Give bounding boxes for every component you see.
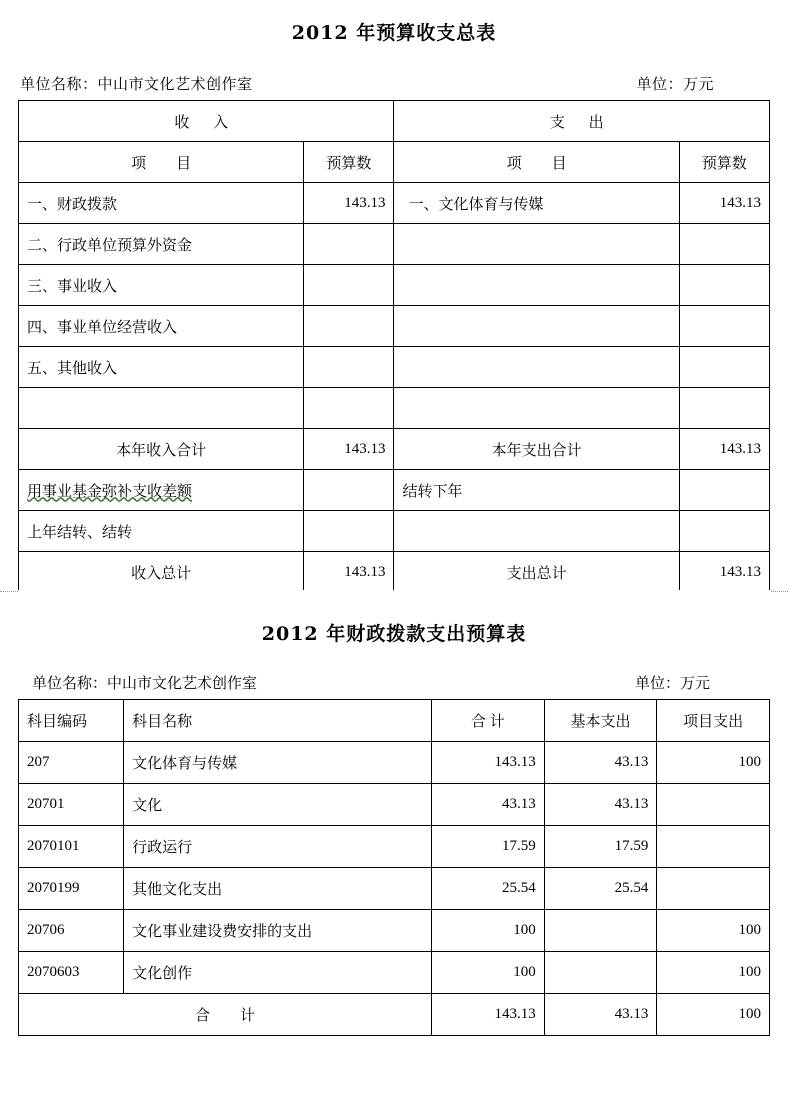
table2-project — [657, 826, 770, 868]
table2-basic: 43.13 — [544, 742, 657, 784]
table1-expense-item: 本年支出合计 — [394, 429, 679, 470]
table1-income-value — [304, 265, 394, 306]
table2-total: 143.13 — [432, 742, 545, 784]
table2-meta — [18, 672, 770, 693]
table2-basic — [544, 910, 657, 952]
table-row — [19, 952, 770, 994]
table2-col-header-total: 合 计 — [432, 700, 545, 742]
table1-column-header-row — [19, 142, 770, 183]
table1-unit-measure: 单位：万元 — [636, 77, 714, 93]
table2-col-header-basic: 基本支出 — [544, 700, 657, 742]
table1-expense-value: 143.13 — [679, 429, 769, 470]
table2-total-project: 100 — [657, 994, 770, 1036]
table1-income-item: 收入总计 — [19, 552, 304, 593]
table-row — [19, 306, 770, 347]
table2-name: 行政运行 — [124, 826, 432, 868]
table2-total-total: 143.13 — [432, 994, 545, 1036]
table-row — [19, 552, 770, 593]
table1-expense-item — [394, 511, 679, 552]
table1-meta — [18, 73, 770, 94]
table1-income-item: 用事业基金弥补支收差额 — [27, 483, 193, 500]
table1-income-item: 四、事业单位经营收入 — [19, 306, 304, 347]
table1-income-value — [304, 470, 394, 511]
table-row — [19, 265, 770, 306]
table1-income-value: 143.13 — [304, 552, 394, 593]
table2-col-header-name: 科目名称 — [124, 700, 432, 742]
table2-unit-name-value: 中山市文化艺术创作室 — [107, 676, 258, 692]
table1-expense-value — [679, 306, 769, 347]
table1-col-header-income-item: 项 目 — [19, 142, 304, 183]
table1-expense-value: 143.13 — [679, 183, 769, 224]
table2-total: 43.13 — [432, 784, 545, 826]
table2-code: 207 — [19, 742, 124, 784]
budget-summary-table — [18, 100, 770, 593]
table-row — [19, 183, 770, 224]
appropriation-expenditure-table — [18, 699, 770, 1036]
table2-code: 2070101 — [19, 826, 124, 868]
table2-total: 100 — [432, 910, 545, 952]
table1-income-item: 五、其他收入 — [19, 347, 304, 388]
table2-col-header-code: 科目编码 — [19, 700, 124, 742]
table-row — [19, 826, 770, 868]
table2-name: 其他文化支出 — [124, 868, 432, 910]
table2-total-label: 合 计 — [19, 994, 432, 1036]
table2-code: 2070603 — [19, 952, 124, 994]
table1-col-header-expense-value: 预算数 — [679, 142, 769, 183]
table1-unit-name-value: 中山市文化艺术创作室 — [97, 77, 253, 93]
table1-expense-value — [679, 470, 769, 511]
table1-income-item — [19, 388, 304, 429]
table2-code: 20701 — [19, 784, 124, 826]
table1-expense-item — [394, 388, 679, 429]
table2-total-basic: 43.13 — [544, 994, 657, 1036]
table2-unit-name-label: 单位名称： — [32, 676, 108, 692]
table1-expense-value — [679, 388, 769, 429]
table1-income-value — [304, 388, 394, 429]
table1-expense-item — [394, 265, 679, 306]
table2-total: 17.59 — [432, 826, 545, 868]
table2-name: 文化体育与传媒 — [124, 742, 432, 784]
table2-project: 100 — [657, 910, 770, 952]
table2-total-row — [19, 994, 770, 1036]
table1-expense-item: 一、文化体育与传媒 — [394, 183, 679, 224]
table-row — [19, 742, 770, 784]
table1-expense-value — [679, 347, 769, 388]
table1-group-header-row — [19, 101, 770, 142]
table1-expense-item — [394, 306, 679, 347]
table1-group-header-income: 收 入 — [19, 101, 394, 142]
table1-unit-name — [20, 73, 253, 94]
table2-column-header-row — [19, 700, 770, 742]
table1-income-value: 143.13 — [304, 183, 394, 224]
table2-project — [657, 784, 770, 826]
table1-income-value — [304, 224, 394, 265]
table1-expense-value: 143.13 — [679, 552, 769, 593]
table1-expense-value — [679, 511, 769, 552]
table-row — [19, 429, 770, 470]
table2-basic — [544, 952, 657, 994]
table2-project: 100 — [657, 952, 770, 994]
table1-expense-item: 支出总计 — [394, 552, 679, 593]
table1-income-item: 二、行政单位预算外资金 — [19, 224, 304, 265]
table2-basic: 25.54 — [544, 868, 657, 910]
page-fold-guide — [0, 591, 788, 592]
table2-name: 文化事业建设费安排的支出 — [124, 910, 432, 952]
table1-income-value: 143.13 — [304, 429, 394, 470]
table2-unit-measure: 单位：万元 — [634, 676, 710, 692]
table1-col-header-expense-item: 项 目 — [394, 142, 679, 183]
table-row — [19, 868, 770, 910]
table2-project: 100 — [657, 742, 770, 784]
table1-income-value — [304, 511, 394, 552]
table-row — [19, 910, 770, 952]
table1-income-item: 本年收入合计 — [19, 429, 304, 470]
table1-group-header-expense: 支 出 — [394, 101, 770, 142]
table-row — [19, 784, 770, 826]
table2-project — [657, 868, 770, 910]
table2-basic: 43.13 — [544, 784, 657, 826]
table1-income-value — [304, 306, 394, 347]
table-row — [19, 511, 770, 552]
table2-name: 文化 — [124, 784, 432, 826]
table1-expense-value — [679, 265, 769, 306]
table1-income-item: 上年结转、结转 — [19, 511, 304, 552]
document-page — [0, 18, 788, 1118]
table-row — [19, 388, 770, 429]
table1-title: 2012 年预算收支总表 — [291, 22, 497, 44]
table2-col-header-project: 项目支出 — [657, 700, 770, 742]
table2-total: 25.54 — [432, 868, 545, 910]
table1-expense-item — [394, 347, 679, 388]
table1-income-item: 三、事业收入 — [19, 265, 304, 306]
table-row — [19, 224, 770, 265]
table2-code: 20706 — [19, 910, 124, 952]
table2-total: 100 — [432, 952, 545, 994]
table1-expense-item — [394, 224, 679, 265]
table2-unit-name — [32, 672, 257, 693]
table1-expense-item: 结转下年 — [394, 470, 679, 511]
table2-code: 2070199 — [19, 868, 124, 910]
table2-name: 文化创作 — [124, 952, 432, 994]
table-row — [19, 347, 770, 388]
table1-expense-value — [679, 224, 769, 265]
table1-unit-name-label: 单位名称： — [20, 77, 98, 93]
table1-income-value — [304, 347, 394, 388]
table2-title: 2012 年财政拨款支出预算表 — [261, 623, 527, 645]
table1-income-item: 一、财政拨款 — [19, 183, 304, 224]
table2-basic: 17.59 — [544, 826, 657, 868]
table1-col-header-income-value: 预算数 — [304, 142, 394, 183]
table-row — [19, 470, 770, 511]
